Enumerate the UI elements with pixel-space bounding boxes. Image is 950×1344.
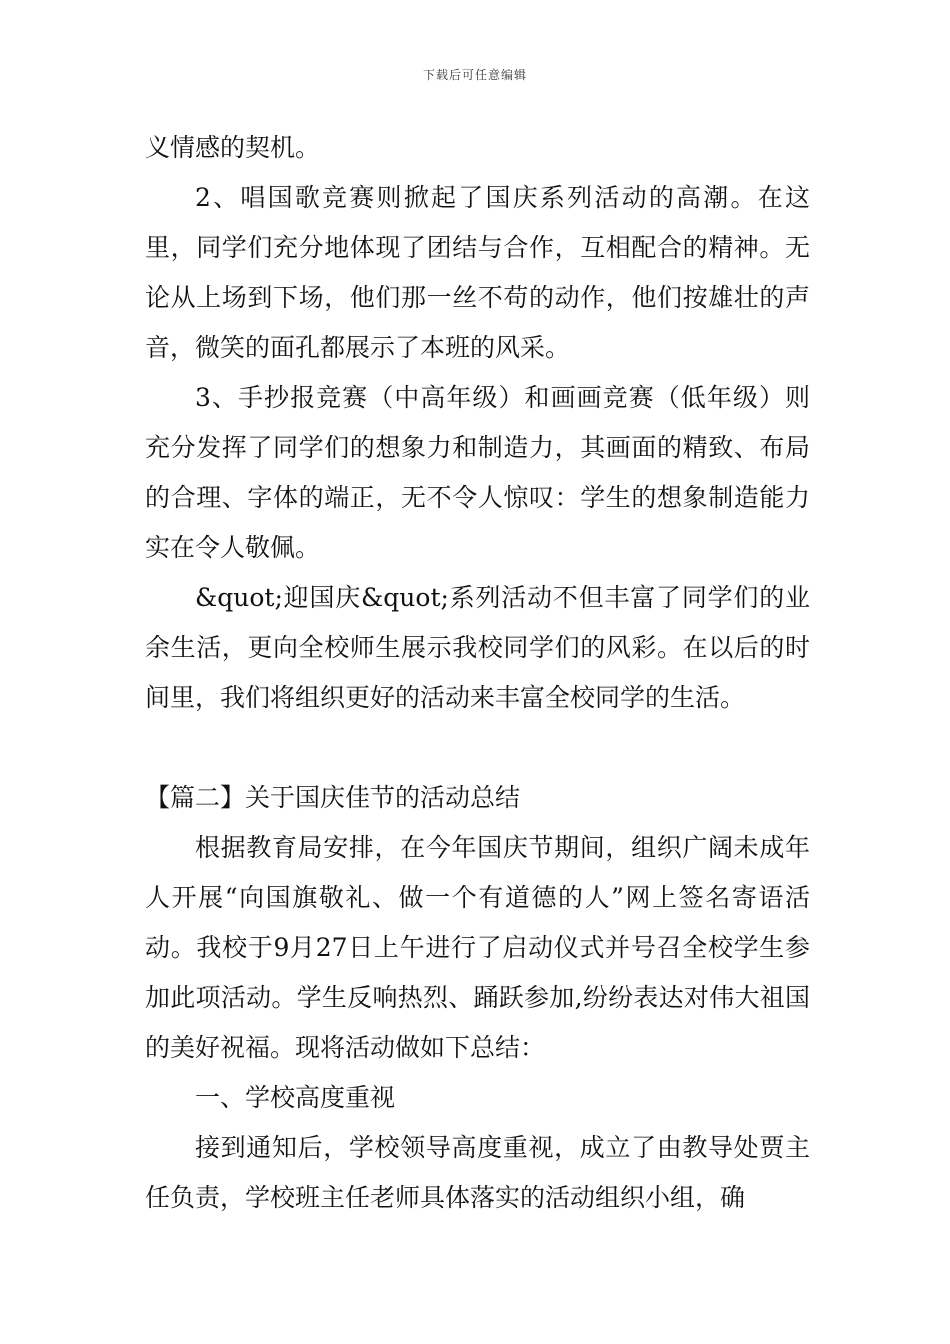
page-header: 下载后可任意编辑 — [422, 68, 527, 82]
paragraph-item-3: 3、手抄报竞赛（中高年级）和画画竞赛（低年级）则充分发挥了同学们的想象力和制造力，其画面的精致、布局的合理、字体的端正，无不令人惊叹：学生的想象制造能力实在令人敬佩。 — [145, 383, 810, 562]
paragraph-continuation: 义情感的契机。 — [145, 133, 321, 162]
subheading-one: 一、学校高度重视 — [195, 1083, 396, 1112]
section-title: 【篇二】关于国庆佳节的活动总结 — [145, 783, 521, 812]
paragraph-conclusion: &quot;迎国庆&quot;系列活动不但丰富了同学们的业余生活，更向全校师生展示我校同学们的风彩。在以后的时间里，我们将组织更好的活动来丰富全校同学的生活。 — [145, 583, 810, 712]
section-spacer — [145, 723, 810, 773]
paragraph-detail: 接到通知后，学校领导高度重视，成立了由教导处贾主任负责，学校班主任老师具体落实的活动组织小组，确 — [145, 1133, 810, 1212]
paragraph-intro: 根据教育局安排，在今年国庆节期间，组织广阔未成年人开展“向国旗敬礼、做一个有道德的人”网上签名寄语活动。我校于9月27日上午进行了启动仪式并号召全校学生参加此项活动。学生反响热烈、踊跃参加,纷纷表达对伟大祖国的美好祝福。现将活动做如下总结： — [145, 833, 810, 1062]
paragraph-item-2: 2、唱国歌竞赛则掀起了国庆系列活动的高潮。在这里，同学们充分地体现了团结与合作，互相配合的精神。无论从上场到下场，他们那一丝不苟的动作，他们按雄壮的声音，微笑的面孔都展示了本班的风采。 — [145, 183, 810, 362]
document-body — [145, 123, 810, 1223]
